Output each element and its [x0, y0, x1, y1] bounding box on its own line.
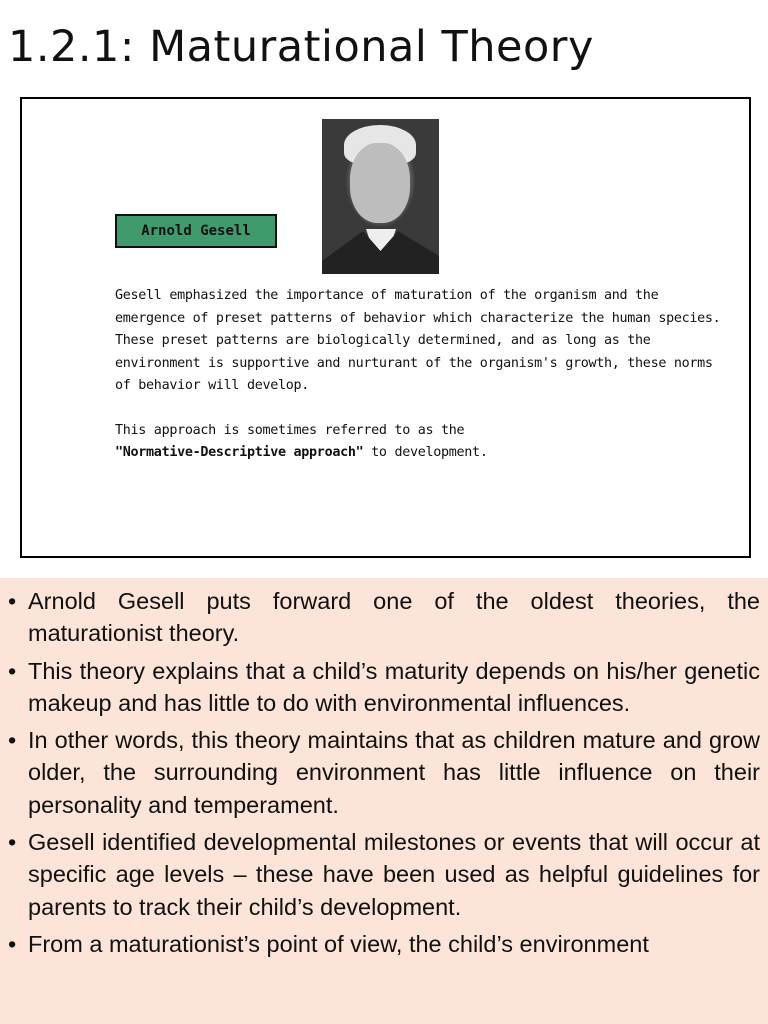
name-label: Arnold Gesell — [115, 214, 277, 248]
bullet-icon: • — [8, 727, 17, 754]
portrait-photo — [322, 119, 439, 274]
figure-box — [20, 97, 751, 558]
approach-paragraph — [115, 420, 735, 465]
bullet-icon: • — [8, 588, 17, 614]
bullet-list — [8, 585, 760, 965]
bullet-icon: • — [8, 829, 17, 856]
bullet-item: • This theory explains that a child’s maturity depends on his/her genetic makeup and has little to do with environmental influences. — [8, 655, 760, 720]
description-paragraph: Gesell emphasized the importance of maturation of the organism and the emergence of preset patterns of behavior which characterize the human species. These preset patterns are biologically determined, and as long as the environment is supportive and nurturant of the organism's growth, these norms of behavior will develop. — [115, 288, 721, 393]
approach-suffix: to development. — [363, 445, 488, 460]
bullet-item: • From a maturationist’s point of view, the child’s environment — [8, 928, 760, 960]
bullet-item: • Gesell identified developmental milestones or events that will occur at specific age levels – these have been used as helpful guidelines for parents to track their child’s development. — [8, 826, 760, 923]
bullet-icon: • — [8, 657, 17, 684]
bullet-icon: • — [8, 930, 17, 957]
figure-description — [115, 285, 735, 487]
approach-name: "Normative-Descriptive approach" — [115, 445, 364, 460]
slide-title: 1.2.1: Maturational Theory — [8, 22, 594, 72]
bullet-item: • In other words, this theory maintains that as children mature and grow older, the surrounding environment has little influence on their personality and temperament. — [8, 724, 760, 821]
approach-prefix: This approach is sometimes referred to as the — [115, 422, 465, 438]
bullet-item: • Arnold Gesell puts forward one of the oldest theories, the maturationist theory. — [8, 585, 760, 650]
